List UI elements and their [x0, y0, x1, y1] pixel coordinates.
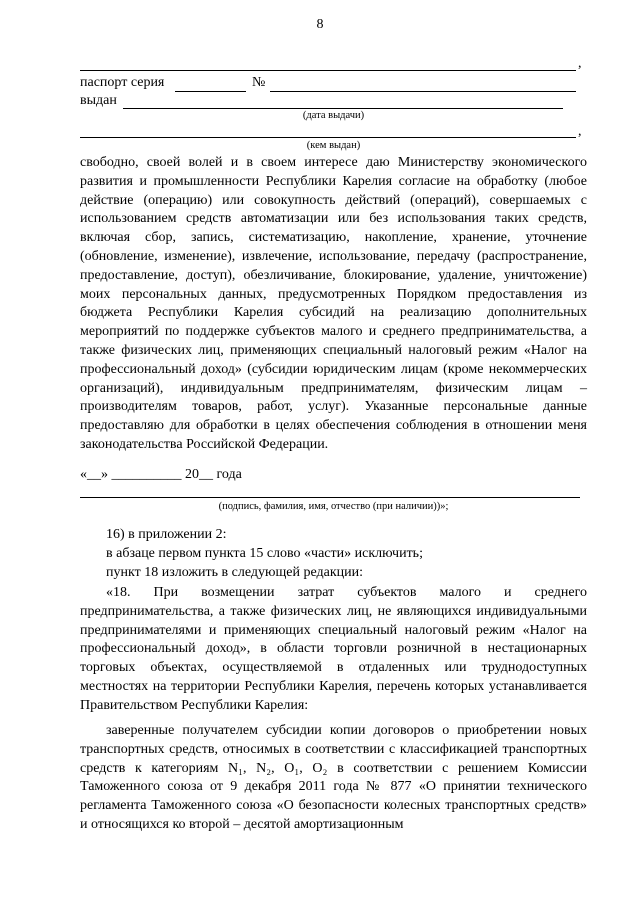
passport-issued-label: выдан: [80, 93, 117, 108]
consent-paragraph: свободно, своей волей и в своем интересе даю Министерству экономического развития и промышленности Республики Карелия согласие на обработку (любое действие (операцию) или совокупность действий (операций), совершаемых с использованием средств автоматизации или без использования таких средств, включая сбор, запись, систематизацию, накопление, хранение, уточнение (обновление, изменение), извлечение, использование, передачу (распространение, предоставление, доступ), обезличивание, блокирование, удаление, уничтожение) моих персональных данных, предусмотренных Порядком предоставления из бюджета Республики Карелия субсидий на реализацию дополнительных мероприятий по поддержке субъектов малого и среднего предпринимательства, а также физических лиц, применяющих специальный налоговый режим «Налог на профессиональный доход» (субсидии юридическим лицам (кроме некоммерческих организаций), индивидуальным предпринимателям, физическим лицам – производителям товаров, работ, услуг). Указанные персональные данные предоставляю для обработки в целях обеспечения соблюдения в отношении меня законодательства Российской Федерации.: [80, 155, 587, 452]
passport-series-field: [175, 91, 246, 92]
issued-by-caption: (кем выдан): [306, 140, 361, 151]
passport-line-1: [80, 70, 576, 71]
item-16-b: пункт 18 изложить в следующей редакции:: [106, 565, 363, 580]
issue-date-caption: (дата выдачи): [302, 110, 365, 121]
point-18-paragraph: «18. При возмещении затрат субъектов малого и среднего предпринимательства, а также физических лиц, не являющихся индивидуальными предпринимателями и применяющих специальный налоговый режим «Налог на профессиональный доход», в области торговли розничной в нестационарных торговых объектах, осуществляемой в отдаленных или труднодоступных местностях на территории Республики Карелия, перечень которых устанавливается Правительством Республики Карелия:: [80, 585, 587, 713]
passport-number-field: [270, 91, 576, 92]
certified-copies-paragraph: заверенные получателем субсидии копии договоров о приобретении новых транспортных средств, относимых в соответствии с классификацией транспортных средств к категориям N₁, N₂, O₁, O₂ в соответствии с решением Комиссии Таможенного союза от 9 декабря 2011 года № 877 «О принятии технического регламента Таможенного союза «О безопасности колесных транспортных средств» и относящихся ко второй – десятой амортизационным: [80, 723, 587, 832]
date-line: «__» __________ 20__ года: [80, 467, 242, 482]
item-16: 16) в приложении 2:: [106, 527, 227, 542]
passport-comma-1: ,: [578, 56, 582, 71]
page-number: 8: [316, 17, 324, 32]
passport-series-label: паспорт серия: [80, 75, 165, 90]
passport-comma-2: ,: [578, 124, 582, 139]
item-16-a: в абзаце первом пункта 15 слово «части» исключить;: [106, 546, 423, 561]
signature-line: [80, 497, 580, 498]
signature-caption: (подпись, фамилия, имя, отчество (при наличии))»;: [218, 501, 449, 512]
passport-issued-field: [123, 108, 563, 109]
passport-issued-by-field: [80, 137, 576, 138]
passport-number-label: №: [252, 75, 266, 90]
